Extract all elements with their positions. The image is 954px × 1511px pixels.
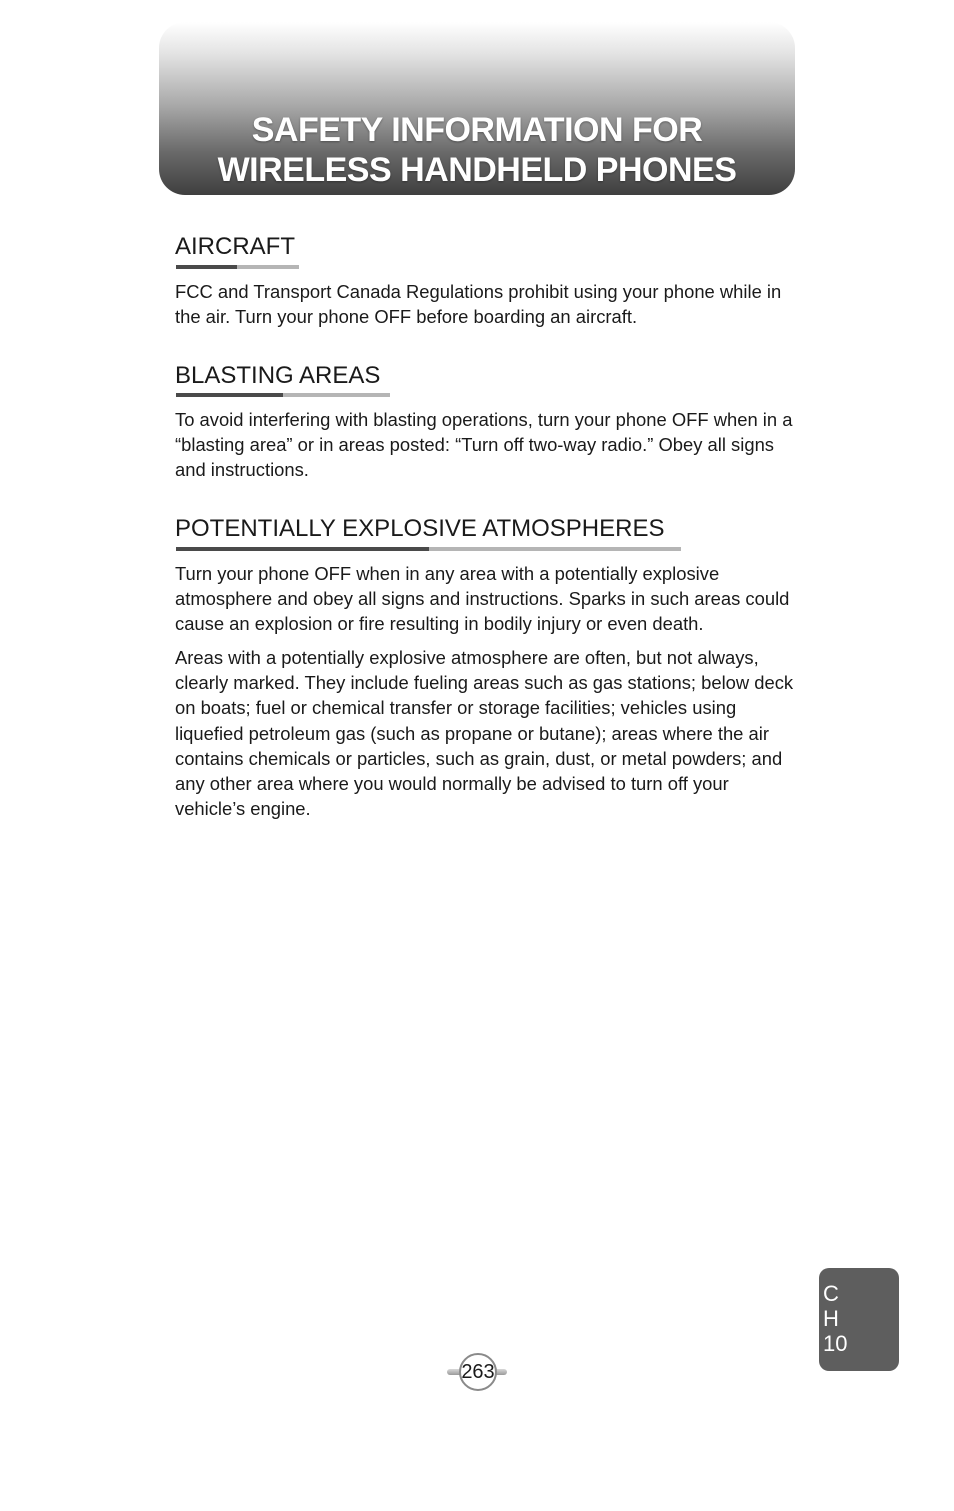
page-number: 263 bbox=[459, 1353, 497, 1391]
chapter-tab bbox=[819, 1268, 899, 1371]
paragraph-explosive-atmospheres-2: Areas with a potentially explosive atmosphere are often, but not always, clearly marked. They include fueling areas such as gas stations; below deck on boats; fuel or chemical transfer or storage facilities; vehicles using liquefied petroleum gas (such as propane or butane); areas where the air contains chemicals or particles, such as grain, dust, or metal powders; and any other area where you would normally be advised to turn off your vehicle’s engine. bbox=[175, 647, 794, 820]
paragraph-explosive-atmospheres-1: Turn your phone OFF when in any area with a potentially explosive atmosphere and obey all signs and instructions. Sparks in such areas could cause an explosion or fire resulting in bodily injury or even death. bbox=[175, 563, 790, 635]
page-title-line-2: WIRELESS HANDHELD PHONES bbox=[217, 151, 737, 189]
page-number-badge bbox=[447, 1352, 507, 1392]
section-heading-aircraft: AIRCRAFT bbox=[175, 233, 295, 260]
section-underline-aircraft bbox=[176, 265, 299, 269]
paragraph-blasting-areas: To avoid interfering with blasting operations, turn your phone OFF when in a “blasting area” or in areas posted: “Turn off two-way radio.” Obey all signs and instructions. bbox=[175, 409, 793, 481]
chapter-tab-line-1: C bbox=[823, 1281, 839, 1306]
chapter-tab-line-2: H bbox=[823, 1306, 839, 1331]
page-title-line-1: SAFETY INFORMATION FOR bbox=[251, 111, 703, 149]
page-title bbox=[159, 110, 795, 190]
section-heading-explosive-atmospheres: POTENTIALLY EXPLOSIVE ATMOSPHERES bbox=[175, 515, 665, 542]
chapter-tab-line-3: 10 bbox=[823, 1331, 848, 1356]
section-underline-blasting-areas bbox=[176, 393, 390, 397]
section-heading-blasting-areas: BLASTING AREAS bbox=[175, 362, 381, 389]
paragraph-aircraft: FCC and Transport Canada Regulations prohibit using your phone while in the air. Turn your phone OFF before boarding an aircraft. bbox=[175, 281, 782, 328]
section-underline-explosive-atmospheres bbox=[176, 547, 681, 551]
header-banner bbox=[159, 22, 795, 195]
